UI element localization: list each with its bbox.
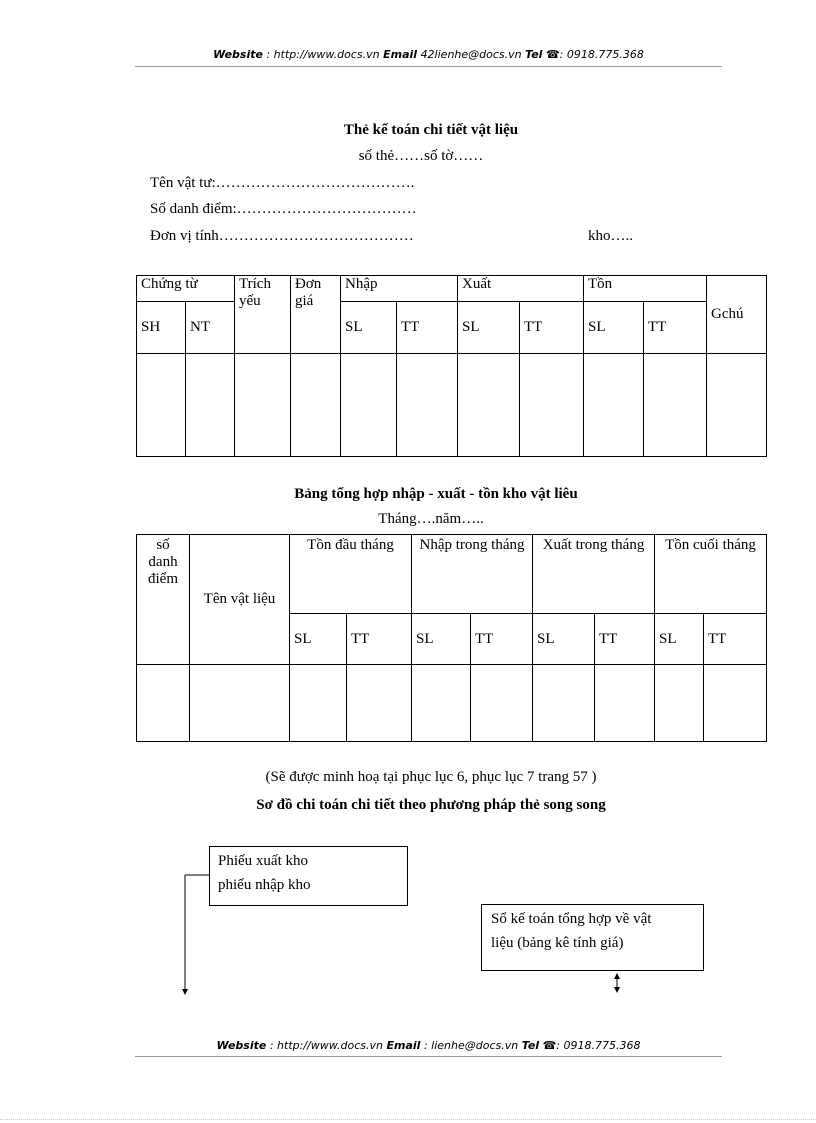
col-xuat-tt: TT [595,614,655,665]
col-ton-dau-tt: TT [347,614,412,665]
col-ton-dau-thang: Tồn đầu tháng [290,535,412,614]
note-text: (Sẽ được minh hoạ tại phục lục 6, phục lục 7 trang 57 ) [265,769,597,785]
col-nhap-tt: TT [471,614,533,665]
email-value[interactable]: 42lienhe@docs.vn [420,48,522,61]
website-url[interactable]: : http://www.docs.vn [266,48,380,61]
card-title: Thẻ kế toán chi tiết vật liệu [343,122,519,138]
col-so-danh-diem: số danh điểm [137,535,190,665]
email-label: Email [383,48,418,61]
col-ton: Tồn [584,276,707,302]
tel-value: : 0918.775.368 [559,48,644,61]
footer-rule [135,1056,722,1057]
left-down-arrow [182,875,209,995]
col-ton-cuoi-tt: TT [704,614,767,665]
col-ton-cuoi-sl: SL [655,614,704,665]
email-value[interactable]: : lienhe@docs.vn [423,1039,519,1052]
box-phieu-xuat-nhap-kho [209,846,408,906]
col-ton-sl: SL [584,302,644,354]
col-nhap-sl: SL [341,302,397,354]
field-don-vi-tinh: Đơn vị tính………………………………… [150,228,414,244]
box2-line2: liệu (bảng kê tính giá) [491,935,624,951]
col-xuat-tt: TT [520,302,584,354]
col-sh: SH [137,302,186,354]
col-ton-tt: TT [644,302,707,354]
phone-icon: ☎ [542,1039,557,1052]
tel-label: Tel [521,1039,540,1052]
col-ton-cuoi-thang: Tồn cuối tháng [655,535,767,614]
box1-line2: phiếu nhập kho [218,877,311,893]
col-nhap-sl: SL [412,614,471,665]
phone-icon: ☎ [545,48,560,61]
diagram-title: Sơ đồ chi toán chi tiết theo phương pháp thẻ song song [256,797,606,813]
box1-line1: Phiếu xuất kho [218,853,308,869]
website-label: Website [213,48,263,61]
field-kho: kho….. [588,228,633,244]
col-nhap-tt: TT [397,302,458,354]
field-ten-vat-tu: Tên vật tư:…………………………………. [150,175,415,191]
col-nhap-trong-thang: Nhập trong tháng [412,535,533,614]
field-so-danh-diem: Số danh điểm:……………………………… [150,201,417,217]
col-gchu: Gchú [707,276,767,354]
box2-line1: Sổ kế toán tổng hợp về vật [491,911,652,927]
tel-value: : 0918.775.368 [556,1039,641,1052]
summary-subtitle: Tháng….năm….. [378,511,484,527]
summary-title: Bảng tổng hợp nhập - xuất - tồn kho vật liêu [294,486,578,502]
col-xuat-sl: SL [458,302,520,354]
col-nt: NT [186,302,235,354]
col-xuat: Xuất [458,276,584,302]
tel-label: Tel [525,48,543,61]
col-xuat-sl: SL [533,614,595,665]
col-trich-yeu: Trích yếu [235,276,291,354]
email-label: Email [386,1039,421,1052]
col-don-gia: Đơn giá [291,276,341,354]
page-bottom-edge [0,1119,816,1120]
page-footer [135,1039,722,1052]
col-ten-vat-lieu: Tên vật liệu [190,535,290,665]
col-chung-tu: Chứng từ [137,276,235,302]
col-nhap: Nhập [341,276,458,302]
website-url[interactable]: : http://www.docs.vn [269,1039,384,1052]
box-so-ke-toan-tong-hop [481,904,704,971]
col-ton-dau-sl: SL [290,614,347,665]
double-arrow-icon [614,973,620,993]
card-subtitle: số thẻ……số tờ…… [358,148,484,164]
col-xuat-trong-thang: Xuất trong tháng [533,535,655,614]
website-label: Website [216,1039,267,1052]
